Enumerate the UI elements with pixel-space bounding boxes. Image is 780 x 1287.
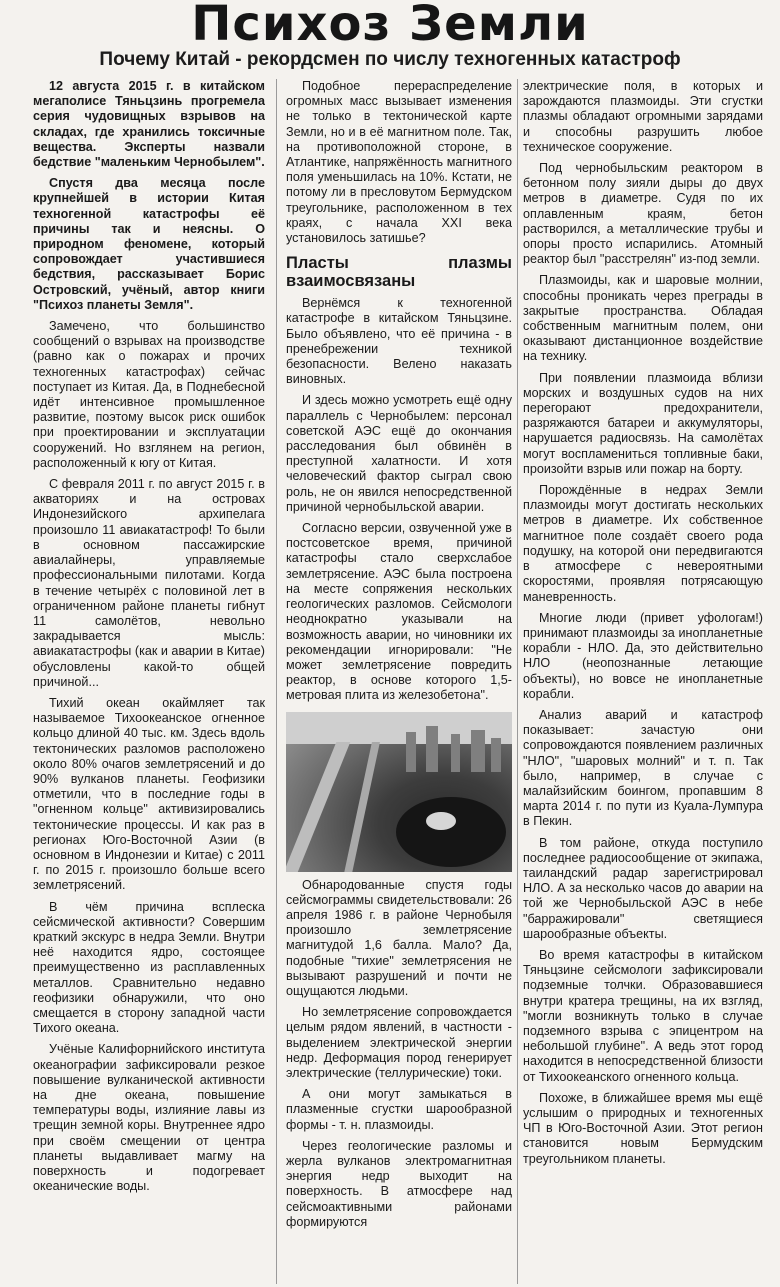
- body-paragraph: Но землетрясение сопровождается целым рядом явлений, в частности - выделением электрической энергии недр. Деформация пород генерирует электрические (теллурические) токи.: [286, 1005, 512, 1080]
- headline: Психоз Земли: [191, 0, 589, 52]
- section-heading: Пласты плазмы взаимосвязаны: [286, 254, 512, 291]
- body-paragraph: Во время катастрофы в китайском Тяньцзине сейсмологи зафиксировали подземные толчки. Образовавшиеся внутри кратера трещины, на их взгляд, "могли возникнуть только в случае подземного взрыва с эпицентром на небольшой глубине". А ведь этот город находится в непосредственной близости от Тихоокеанского огненного кольца.: [523, 947, 763, 1084]
- body-paragraph: Похоже, в ближайшее время мы ещё услышим о природных и техногенных ЧП в Юго-Восточной Азии. Этот регион становится новым Бермудским треугольником планеты.: [523, 1090, 763, 1166]
- body-paragraph: Вернёмся к техногенной катастрофе в китайском Тяньцзине. Было объявлено, что её причина - в пренебрежении техникой безопасности. Велено наказать виновных.: [286, 296, 512, 387]
- body-paragraph: Обнародованные спустя годы сейсмограммы свидетельствовали: 26 апреля 1986 г. в районе Чернобыля произошло землетрясение магнитудой 1,6 балла. Мало? Да, подобные "тихие" землетрясения не вызывают разрушений и почти не ощущаются людьми.: [286, 877, 512, 998]
- lead-paragraph: 12 августа 2015 г. в китайском мегаполисе Тяньцзинь прогремела серия чудовищных взрывов на складах, где хранились токсичные вещества. Эксперты назвали бедствие "маленьким Чернобылем".: [33, 79, 265, 170]
- body-paragraph: Плазмоиды, как и шаровые молнии, способны проникать через преграды в закрытые пространства. Обладая собственным магнитным полем, они оказывают дистанционное воздействие на технику.: [523, 273, 763, 364]
- body-paragraph: В том районе, откуда поступило последнее радиосообщение от экипажа, таиландский радар зарегистрировал НЛО. А за несколько часов до аварии на той же Чернобыльской АЭС в небе "барражировали" светящиеся шарообразные объекты.: [523, 835, 763, 941]
- body-paragraph: При появлении плазмоида вблизи морских и воздушных судов на них перегорают предохранители, разряжаются батареи и аккумуляторы, нарушается радиосвязь. На самолётах могут воспламениться топливные баки, произойти взрыв или пожар на борту.: [523, 370, 763, 476]
- column-divider: [517, 79, 518, 1284]
- column-divider: [276, 79, 277, 1284]
- article-column-2: [286, 79, 512, 1284]
- body-paragraph: Учёные Калифорнийского института океанографии зафиксировали резкое повышение вулканической активности на дне океана, повышение температуры воды, излияние лавы из трещин земной коры. Внутреннее ядро при своём смещении от центра планеты выдавливает магму на поверхность и подогревает океанические воды.: [33, 1042, 265, 1194]
- body-paragraph: Под чернобыльским реактором в бетонном полу зияли дыры до двух метров в диаметре. Судя по их оплавленным краям, бетон растворился, а металлические трубы и опоры просто испарились. Атомный реактор был "расстрелян" из-под земли.: [523, 161, 763, 267]
- body-paragraph: С февраля 2011 г. по август 2015 г. в акваториях и на островах Индонезийского архипелага произошло 11 авиакатастроф! То были в основном пассажирские авиалайнеры, управляемые профессиональными пилотами. Когда в течение четырёх с половиной лет в ограниченном районе планеты гибнут 11 самолётов, невольно закрадывается мысль: авиакатастрофы (как и аварии в Китае) обусловлены какой-то общей причиной...: [33, 477, 265, 689]
- intro-paragraph: Спустя два месяца после крупнейшей в истории Китая техногенной катастрофы её причины так и неясны. О природном феномене, который сопровождает участившиеся бедствия, рассказывает Борис Островский, учёный, автор книги "Психоз планеты Земля".: [33, 176, 265, 312]
- article-column-3: [523, 79, 763, 1284]
- body-paragraph: Согласно версии, озвученной уже в постсоветское время, причиной катастрофы стало сверхслабое землетрясение. АЭС была построена на месте сопряжения нескольких геологических разломов. Сейсмологи неоднократно указывали на возможность аварии, но чиновники их рекомендации игнорировали: "Не может землетрясение повредить реактор, в основе которого 1,5-метровая плита из железобетона".: [286, 521, 512, 703]
- subheadline: Почему Китай - рекордсмен по числу техногенных катастроф: [99, 49, 681, 70]
- body-paragraph: И здесь можно усмотреть ещё одну параллель с Чернобылем: персонал советской АЭС ещё до окончания расследования был обвинён в преступной халатности. И хотя человеческий фактор сыграл свою роль, не он явился непосредственной причиной чернобыльской аварии.: [286, 393, 512, 514]
- body-paragraph: Замечено, что большинство сообщений о взрывах на производстве (равно как о пожарах и прочих техногенных катастрофах) сейчас поступает из Китая. Да, в Поднебесной идёт интенсивное промышленное развитие, поэтому высок риск ошибок при проектировании и эксплуатации сооружений. Но взглянем на регион, расположенный к югу от Китая.: [33, 319, 265, 470]
- body-paragraph: Тихий океан окаймляет так называемое Тихоокеанское огненное кольцо длиной 40 тыс. км. Здесь вдоль тектонических разломов расположено около 80% очагов землетрясений и до 90% вулканов планеты. Геофизики отметили, что в последние годы в "огненном кольце" активизировались тектонические процессы. И как раз в регионах Юго-Восточной Азии (в основном в Индонезии и Китае) с 2011 г. по 2015 г. произошло больше всего землетрясений.: [33, 695, 265, 893]
- body-paragraph: В чём причина всплеска сейсмической активности? Совершим краткий экскурс в недра Земли. Внутри неё находится ядро, состоящее преимущественно из расплавленных металлов. Сравнительно недавно геофизики обнаружили, что оно смещается в сторону западной части Тихого океана.: [33, 899, 265, 1036]
- body-paragraph: Через геологические разломы и жерла вулканов электромагнитная энергия недр выходит на поверхность. В атмосфере над сейсмоактивными районами формируются: [286, 1138, 512, 1229]
- article-column-1: [33, 79, 265, 1284]
- body-paragraph: Подобное перераспределение огромных масс вызывает изменения не только в тектонической карте Земли, но и в её магнитном поле. Так, на противоположной стороне, в Атлантике, напряжённость магнитного поля уменьшилась на 10%. Кстати, не потому ли в пресловутом Бермудском треугольнике, расположенном в тех краях, с начала XXI века установилось затишье?: [286, 79, 512, 246]
- body-paragraph: А они могут замыкаться в плазменные сгустки шарообразной формы - т. н. плазмоиды.: [286, 1087, 512, 1132]
- city-photo: [286, 712, 512, 872]
- body-paragraph: Анализ аварий и катастроф показывает: зачастую они сопровождаются появлением различных "НЛО", "шаровых молний" и т. п. Так было, например, в случае с малайзийским боингом, пропавшим 8 марта 2014 г. по пути из Куала-Лумпура в Пекин.: [523, 707, 763, 829]
- body-paragraph: Порождённые в недрах Земли плазмоиды могут достигать нескольких метров в диаметре. Их собственное магнитное поле создаёт своего рода подушку, на которой они передвигаются в атмосфере с невероятными скоростями, проявляя потрясающую маневренность.: [523, 483, 763, 604]
- body-paragraph: Многие люди (привет уфологам!) принимают плазмоиды за инопланетные корабли - НЛО. Да, это действительно НЛО (неопознанные летающие объекты), но вовсе не инопланетные корабли.: [523, 610, 763, 701]
- body-paragraph: электрические поля, в которых и зарождаются плазмоиды. Эти сгустки плазмы обладают огромными зарядами и способны разрушить любое техническое сооружение.: [523, 79, 763, 154]
